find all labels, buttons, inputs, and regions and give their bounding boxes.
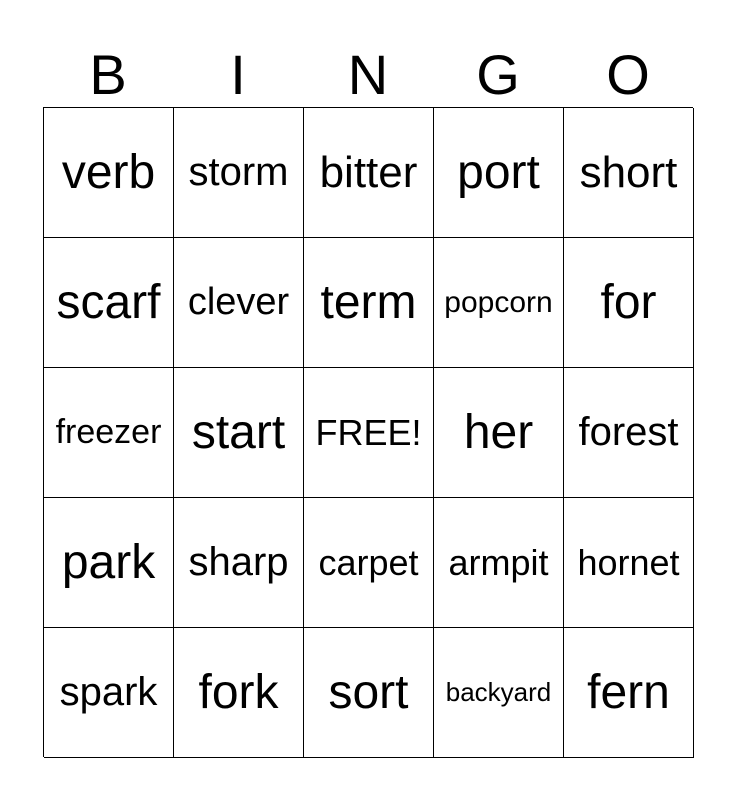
bingo-cell: fork	[174, 628, 304, 758]
bingo-cell: start	[174, 368, 304, 498]
bingo-cell: backyard	[434, 628, 564, 758]
bingo-cell: for	[564, 238, 694, 368]
header-letter-i: I	[230, 43, 246, 106]
bingo-cell: popcorn	[434, 238, 564, 368]
bingo-header	[43, 42, 693, 108]
bingo-cell: clever	[174, 238, 304, 368]
bingo-cell: freezer	[44, 368, 174, 498]
bingo-cell: park	[44, 498, 174, 628]
bingo-cell: scarf	[44, 238, 174, 368]
bingo-cell: port	[434, 108, 564, 238]
header-letter-o: O	[606, 43, 650, 106]
free-space-cell: FREE!	[304, 368, 434, 498]
bingo-cell: carpet	[304, 498, 434, 628]
bingo-cell: armpit	[434, 498, 564, 628]
bingo-cell: spark	[44, 628, 174, 758]
bingo-cell: forest	[564, 368, 694, 498]
header-letter-n: N	[347, 43, 389, 106]
bingo-cell: storm	[174, 108, 304, 238]
bingo-grid	[43, 107, 693, 757]
bingo-cell: term	[304, 238, 434, 368]
bingo-cell: verb	[44, 108, 174, 238]
header-letter-b: B	[89, 43, 127, 106]
bingo-cell: fern	[564, 628, 694, 758]
bingo-cell: sort	[304, 628, 434, 758]
header-letter-g: G	[476, 43, 520, 106]
bingo-cell: short	[564, 108, 694, 238]
bingo-cell: her	[434, 368, 564, 498]
bingo-cell: hornet	[564, 498, 694, 628]
bingo-cell: bitter	[304, 108, 434, 238]
bingo-cell: sharp	[174, 498, 304, 628]
